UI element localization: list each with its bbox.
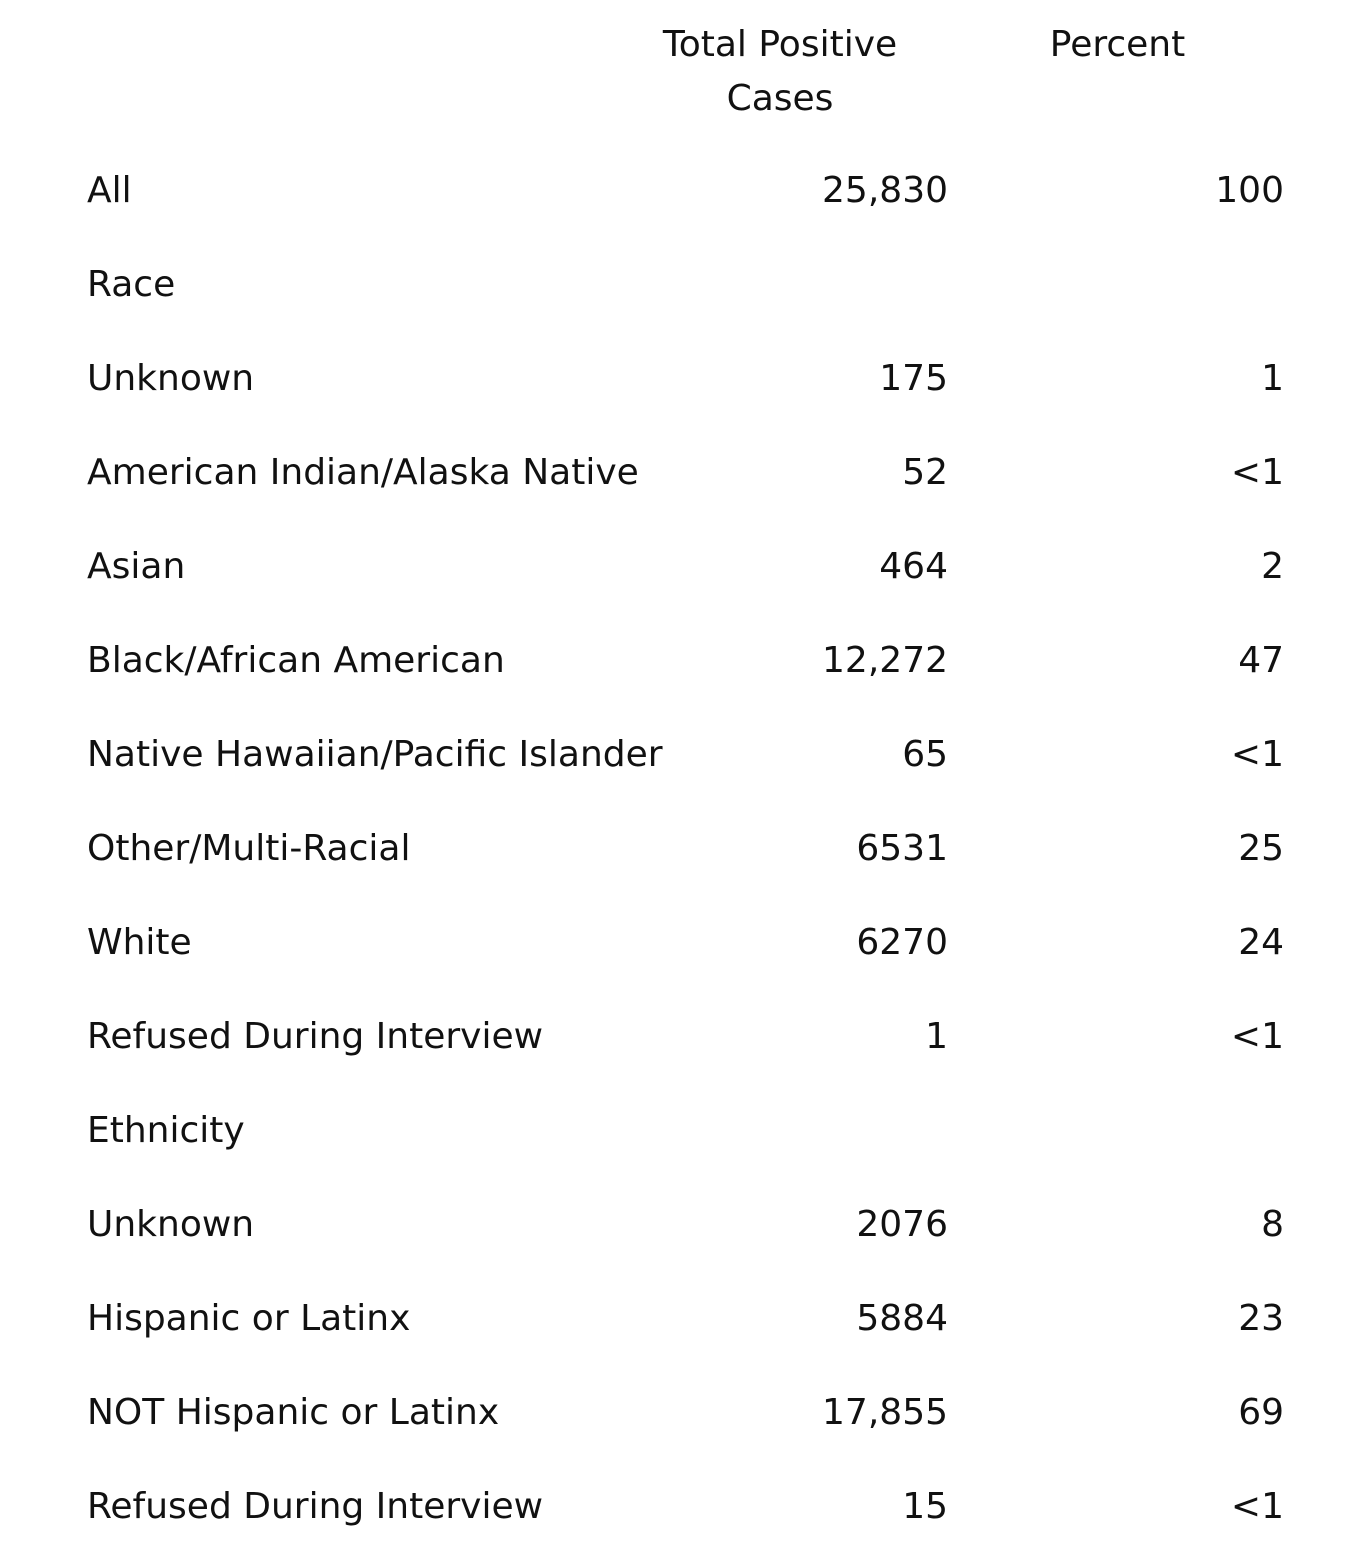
row-cases: 52	[902, 452, 948, 493]
row-label: Unknown	[87, 1204, 255, 1245]
row-cases: 175	[879, 358, 948, 399]
table-row	[0, 802, 1354, 896]
row-label: Black/African American	[87, 640, 505, 681]
table-section-row	[0, 238, 1354, 332]
row-cases: 2076	[856, 1204, 948, 1245]
row-cases: 15	[902, 1486, 948, 1527]
row-cases	[700, 238, 948, 332]
row-label: Native Hawaiian/Pacific Islander	[87, 734, 663, 775]
row-percent: 1	[1261, 358, 1284, 399]
column-header-percent: Percent	[1049, 24, 1186, 65]
table-row	[0, 426, 1354, 520]
row-percent	[1040, 1084, 1284, 1178]
row-cases: 25,830	[822, 170, 948, 211]
section-label: Ethnicity	[87, 1110, 245, 1151]
table-row	[0, 614, 1354, 708]
row-label: White	[87, 922, 192, 963]
row-cases	[700, 1084, 948, 1178]
row-percent: <1	[1230, 1016, 1284, 1057]
table-row	[0, 1178, 1354, 1272]
row-label: Refused During Interview	[87, 1486, 544, 1527]
row-cases: 464	[879, 546, 948, 587]
column-header-cases-line2: Cases	[726, 78, 834, 119]
table-row	[0, 896, 1354, 990]
row-cases: 12,272	[822, 640, 948, 681]
table-body	[0, 144, 1354, 1554]
table-row	[0, 520, 1354, 614]
row-label: Refused During Interview	[87, 1016, 544, 1057]
row-cases: 6531	[856, 828, 948, 869]
row-percent: 23	[1238, 1298, 1284, 1339]
row-percent: 69	[1238, 1392, 1284, 1433]
row-label: Asian	[87, 546, 186, 587]
row-percent: 2	[1261, 546, 1284, 587]
table-row	[0, 1272, 1354, 1366]
row-percent: <1	[1230, 452, 1284, 493]
row-label: Unknown	[87, 358, 255, 399]
table-row	[0, 1460, 1354, 1554]
row-cases: 65	[902, 734, 948, 775]
table-row	[0, 1366, 1354, 1460]
row-cases: 17,855	[822, 1392, 948, 1433]
row-percent: 24	[1238, 922, 1284, 963]
row-percent: 8	[1261, 1204, 1284, 1245]
table-row	[0, 144, 1354, 238]
row-label: NOT Hispanic or Latinx	[87, 1392, 500, 1433]
row-percent: 25	[1238, 828, 1284, 869]
row-percent	[1040, 238, 1284, 332]
row-percent: 47	[1238, 640, 1284, 681]
row-cases: 5884	[856, 1298, 948, 1339]
column-header-cases-line1: Total Positive	[662, 24, 898, 65]
table-section-row	[0, 1084, 1354, 1178]
row-cases: 1	[925, 1016, 948, 1057]
row-percent: <1	[1230, 734, 1284, 775]
row-label: Other/Multi-Racial	[87, 828, 411, 869]
row-label: Hispanic or Latinx	[87, 1298, 411, 1339]
row-label: All	[87, 170, 132, 211]
column-header-total-positive-cases	[620, 18, 940, 126]
table-row	[0, 990, 1354, 1084]
row-percent: <1	[1230, 1486, 1284, 1527]
section-label: Race	[87, 264, 176, 305]
table-row	[0, 708, 1354, 802]
row-cases: 6270	[856, 922, 948, 963]
row-percent: 100	[1215, 170, 1284, 211]
table-row	[0, 332, 1354, 426]
row-label: American Indian/Alaska Native	[87, 452, 639, 493]
